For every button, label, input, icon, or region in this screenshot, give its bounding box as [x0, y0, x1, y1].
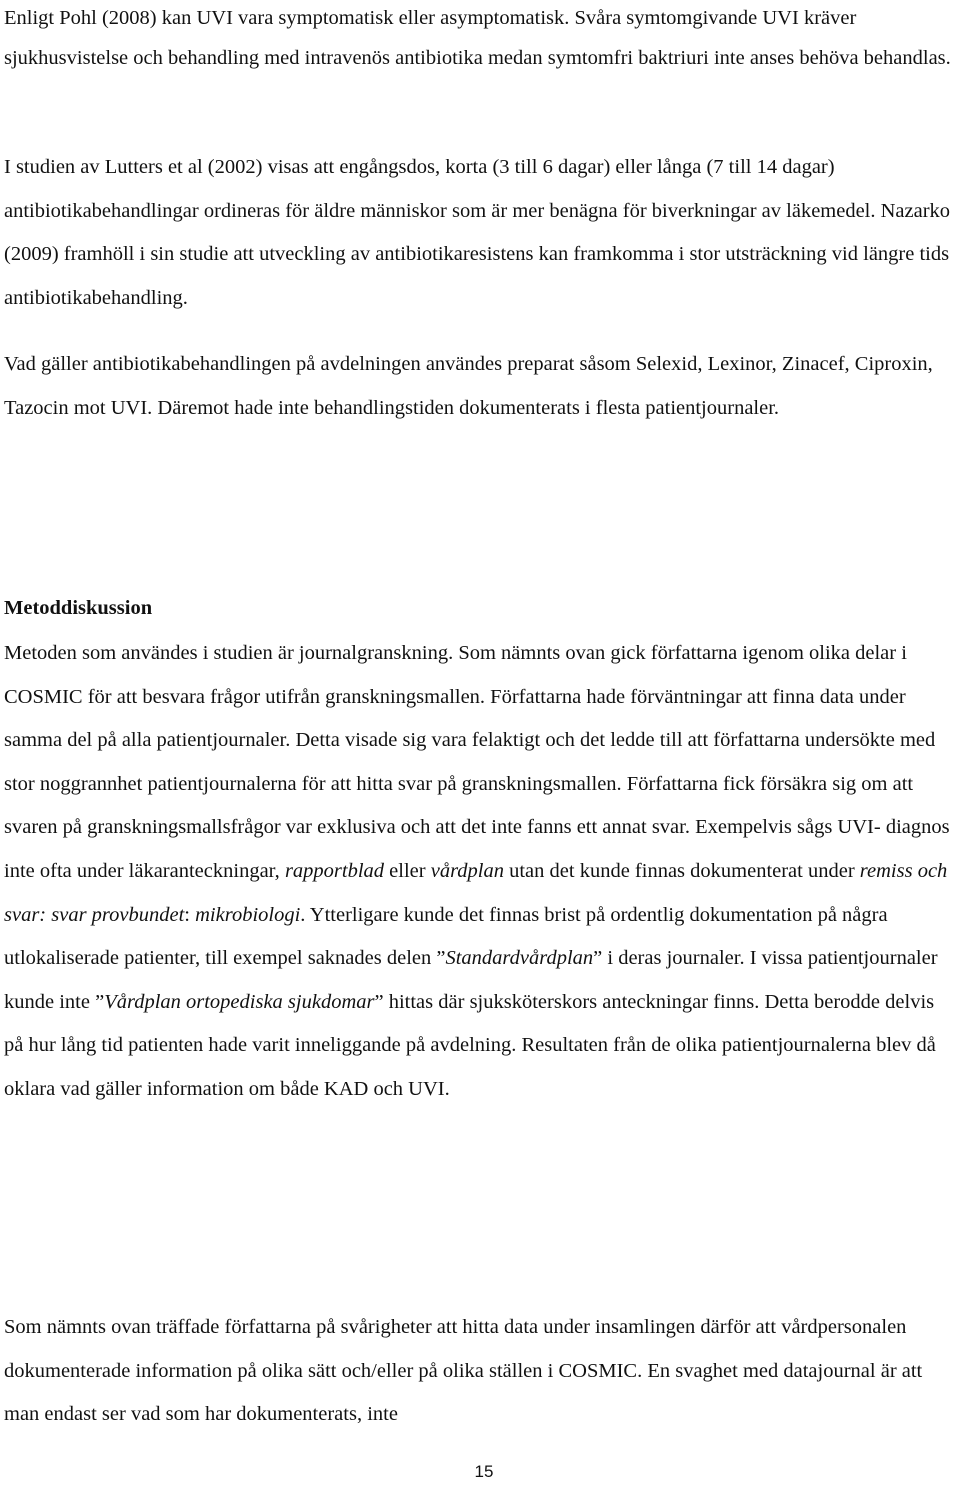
italic-term-vardplan-ortopediska: Vårdplan ortopediska sjukdomar: [104, 990, 375, 1013]
text-segment: . Ytterligare kunde det finnas brist på ordentlig dokumentation på några utlokaliserade patienter, till exempel saknades delen ”: [4, 903, 888, 970]
paragraph-data-collection-difficulties: Som nämnts ovan träffade författarna på svårigheter att hitta data under insamlingen därför att vårdpersonalen dokumenterade information på olika sätt och/eller på olika ställen i COSMIC. En svaghet med datajournal är att man endast ser vad som har dokumenterats, inte: [4, 1316, 923, 1426]
italic-term-mikrobiologi: mikrobiologi: [195, 903, 301, 926]
text-segment: ” hittas där sjuksköterskors anteckningar finns. Detta berodde delvis på hur lång tid patienten hade varit inneliggande på avdelning. Resultaten från de olika patientjournalerna blev då oklara vad gäller information om både KAD och UVI.: [4, 990, 936, 1100]
italic-term-vardplan: vårdplan: [430, 859, 504, 882]
paragraph-method-discussion: [4, 632, 958, 1112]
section-heading-metoddiskussion: Metoddiskussion: [4, 597, 153, 619]
italic-term-rapportblad: rapportblad: [284, 859, 385, 882]
text-segment: ” i deras journaler. I vissa patientjournaler kunde inte ”: [4, 947, 938, 1013]
italic-term-standardvardplan: Standardvårdplan: [445, 947, 594, 970]
paragraph-antibiotic-treatment-studies: I studien av Lutters et al (2002) visas att engångsdos, korta (3 till 6 dagar) eller långa (7 till 14 dagar) antibiotikabehandlingar ordineras för äldre människor som är mer benägna för biverkningar av läkemedel. Nazarko (2009) framhöll i sin studie att utveckling av antibiotikaresistens kan framkomma i stor utsträckning vid längre tids antibiotikabehandling.: [4, 156, 951, 309]
text-segment: utan det kunde finnas dokumenterat under: [509, 859, 855, 882]
text-segment: eller: [389, 859, 426, 882]
page-number: 15: [474, 1462, 494, 1481]
text-segment: Metoden som användes i studien är journalgranskning. Som nämnts ovan gick författarna igenom olika delar i COSMIC för att besvara frågor utifrån granskningsmallen. Författarna hade förväntningar att finna data under samma del på alla patientjournaler. Detta visade sig vara felaktigt och det ledde till att författarna undersökte med stor noggrannhet patientjournalerna för att hitta svar på granskningsmallen. Författarna fick försäkra sig om att svaren på granskningsmallsfrågor var exklusiva och att det inte fanns ett annat svar. Exempelvis sågs UVI- diagnos inte ofta under läkaranteckningar,: [4, 642, 950, 882]
text-segment: :: [184, 903, 190, 926]
paragraph-uvi-symptoms: Enligt Pohl (2008) kan UVI vara symptomatisk eller asymptomatisk. Svåra symtomgivande UVI kräver sjukhusvistelse och behandling med intravenös antibiotika medan symtomfri baktriuri inte anses behöva behandlas.: [4, 7, 951, 69]
paragraph-ward-antibiotics: Vad gäller antibiotikabehandlingen på avdelningen användes preparat såsom Selexid, Lexinor, Zinacef, Ciproxin, Tazocin mot UVI. Däremot hade inte behandlingstiden dokumenterats i flesta patientjournaler.: [4, 353, 933, 419]
italic-term-remiss: remiss och svar: svar provbundet: [4, 859, 948, 926]
